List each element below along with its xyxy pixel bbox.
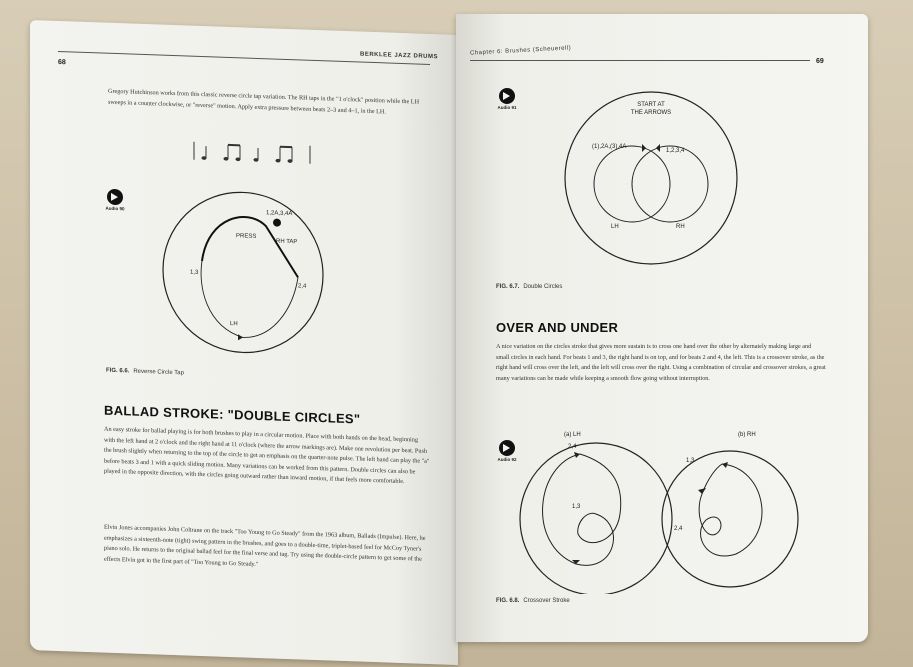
fig1-caption-text: Reverse Circle Tap — [133, 368, 184, 377]
double-circles-figure — [556, 78, 746, 278]
fig2-label-rh: RH — [676, 224, 685, 230]
fig2-caption-text: Double Circles — [523, 284, 563, 290]
fig2-label-start: START AT — [637, 102, 665, 108]
audio-91-icon[interactable] — [494, 88, 520, 110]
fig1-label-rh-tap: RH TAP — [276, 238, 298, 246]
fig2-label-right-beats: 1,2,3,4 — [666, 148, 685, 154]
fig3b-label-24: 2,4 — [674, 526, 683, 532]
left-page — [30, 20, 458, 665]
fig1-label-lh: LH — [230, 320, 238, 328]
fig2-caption-number: FIG. 6.7. — [496, 284, 520, 290]
fig2-label-arrows: THE ARROWS — [630, 110, 672, 116]
fig1-label-13: 1,3 — [190, 269, 199, 276]
fig1-caption — [106, 368, 184, 377]
fig3-label-a: (a) LH — [564, 432, 581, 438]
fig2-label-lh: LH — [611, 224, 619, 230]
rhythm-notation — [190, 138, 320, 169]
audio-label: Audio 90 — [105, 205, 125, 212]
audio-90-icon[interactable] — [102, 189, 128, 212]
fig1-label-24: 2,4 — [298, 283, 307, 290]
ballad-paragraph-2: Elvin Jones accompanies John Coltrane on the track "Too Young to Go Steady" from the 1963 album, Ballads (Impulse). Here, he emphasizes a sixteenth-note (tight) swing pattern in the brushes, and goes to a double-time, triplet-based feel for McCoy Tyner's piano solo. He returns to the original ballad feel for the final verse and tag. Try using the double-circle pattern to get some of the effects Elvin got in the first part of "Too Young to Go Steady." — [104, 523, 426, 568]
over-under-heading: OVER AND UNDER — [496, 320, 619, 335]
running-head: Chapter 6: Brushes (Scheuerell) — [469, 45, 572, 57]
running-head: BERKLEE JAZZ DRUMS — [360, 51, 439, 61]
fig3a-label-13: 1,3 — [572, 504, 581, 510]
audio-label: Audio 92 — [497, 457, 517, 462]
fig3-caption-text: Crossover Stroke — [523, 598, 570, 604]
page-number: 68 — [58, 58, 66, 67]
right-page — [456, 14, 868, 642]
over-under-paragraph: A nice variation on the circles stroke that gives more sustain is to cross one hand over the other by alternately making large and small circles in each hand. For beats 1 and 3, the right hand is on top, and for beats 2 and 4, the left. This is a crossover stroke, as the right hand will cross over the left, and the left will cross over the right. Using a combination of circular and crossover strokes, a great many variations can be made while keeping a smooth flow going without interruption. — [496, 343, 826, 382]
ballad-heading: BALLAD STROKE: "DOUBLE CIRCLES" — [104, 402, 361, 427]
fig3-label-b: (b) RH — [738, 432, 756, 438]
fig2-label-left-beats: (1),2A,(3),4A — [592, 144, 627, 150]
page-number: 69 — [816, 58, 824, 65]
crossover-figure — [516, 424, 806, 594]
reverse-circle-figure — [158, 174, 328, 370]
fig1-caption-number: FIG. 6.6. — [106, 367, 130, 375]
audio-label: Audio 91 — [497, 105, 517, 110]
fig3b-label-13: 1,3 — [686, 458, 695, 464]
intro-paragraph: Gregory Hutchinson works from this classic reverse circle tap variation. The RH taps in the "1 o'clock" position while the LH sweeps in a counter clockwise, or "reverse" motion. Apply extra pressure between beats 2–3 and 4–1, in the LH. — [108, 87, 420, 115]
fig3a-label-24: 2,4 — [568, 444, 577, 450]
fig1-label-press: PRESS — [236, 233, 257, 240]
fig3-caption-number: FIG. 6.8. — [496, 598, 520, 604]
fig2-caption — [496, 284, 562, 290]
ballad-paragraph-1: An easy stroke for ballad playing is for both brushes to play in a circular motion. Place with both hands on the head, beginning with the left hand at 2 o'clock and the right hand at 11 o'clock (where the arrow markings are). Make one revolution per beat. Push the brush slightly when returning to the top of the circle to get an emphasis on the quarter-note pulse. The left hand can play the "a" before beats 3 and 1 with a quick sliding motion. Many variations can be worked from this pattern. Double circles can also be played in the opposite direction, with the circles going outward rather than inward motion, if that feels more comfortable. — [104, 425, 430, 486]
header-rule — [470, 60, 810, 61]
fig3-caption — [496, 598, 570, 604]
fig1-label-beats: 1,2A,3,4A — [266, 210, 293, 218]
